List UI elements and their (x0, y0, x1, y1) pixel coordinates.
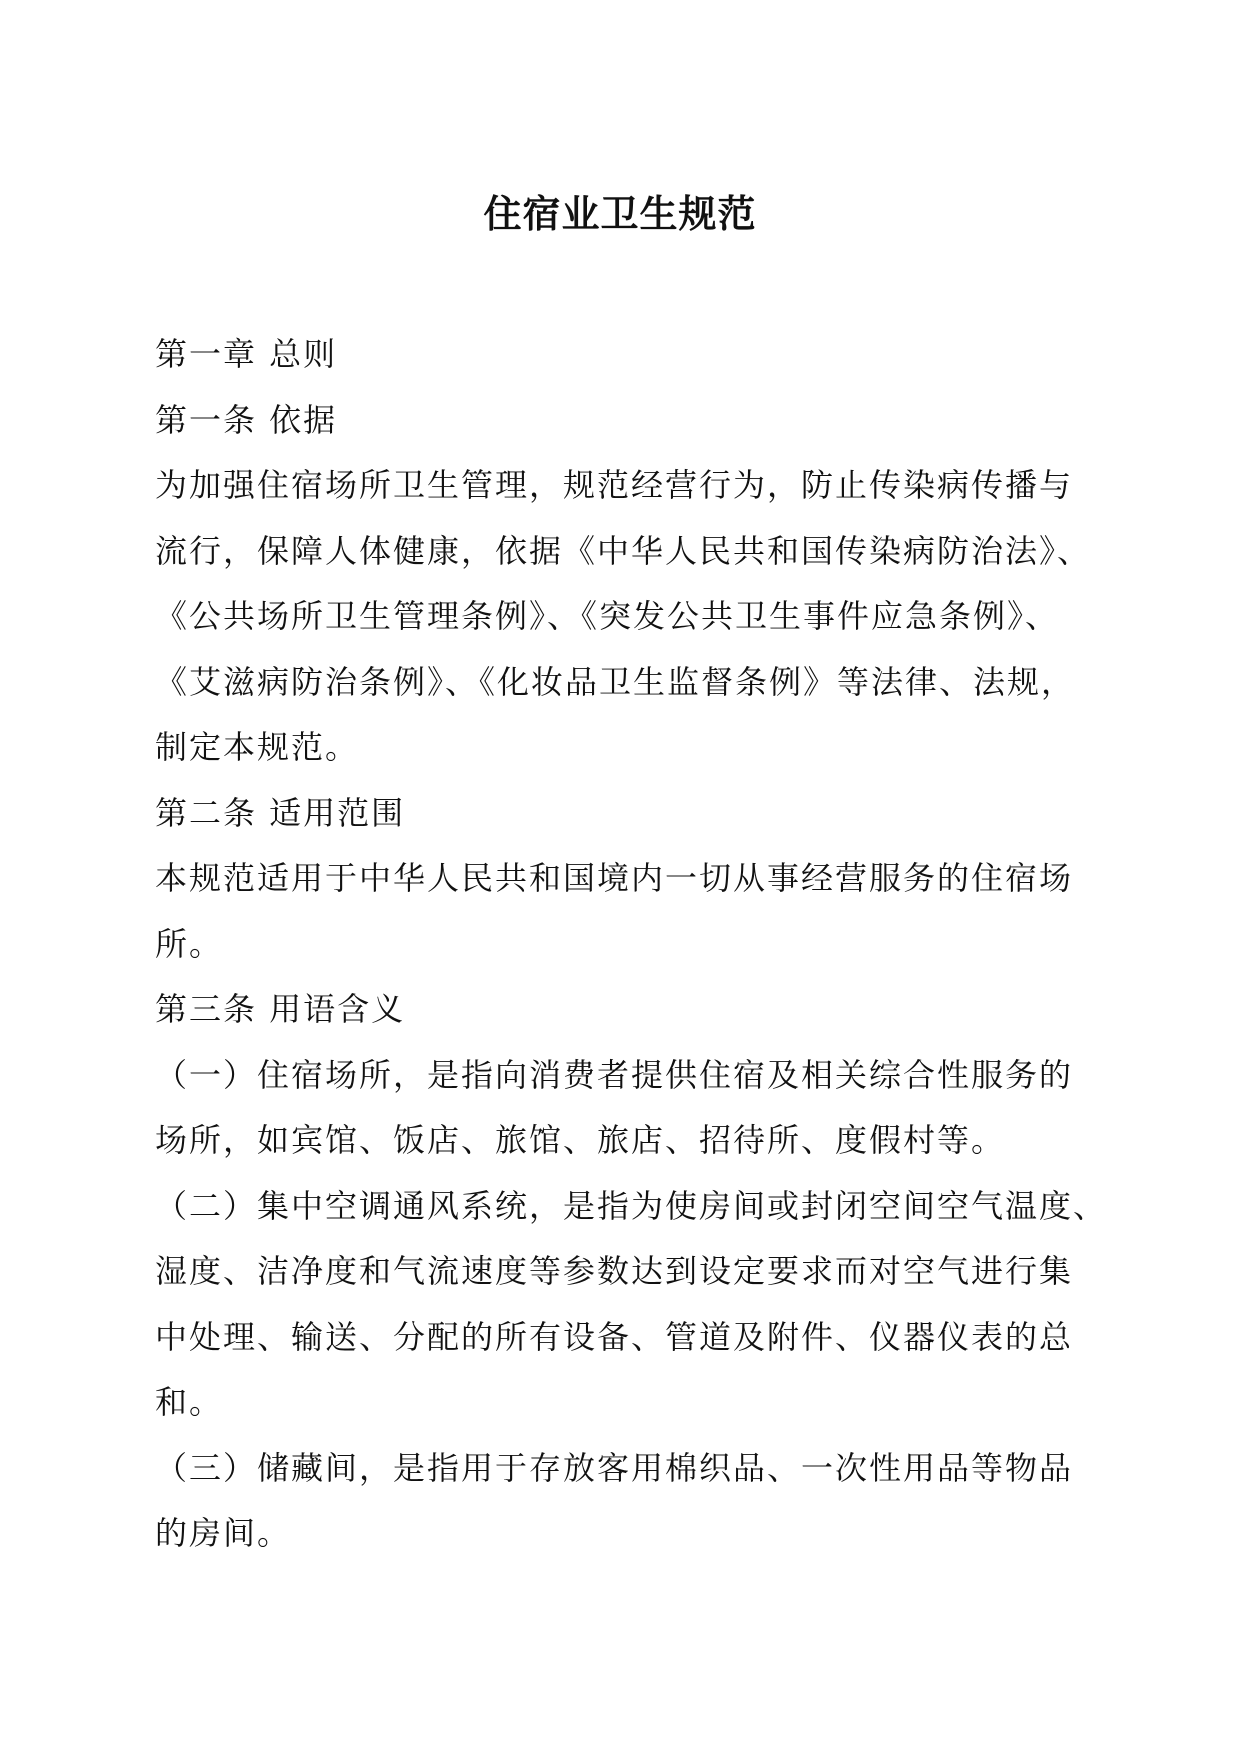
paragraph-line: 中处理、输送、分配的所有设备、管道及附件、仪器仪表的总 (155, 1317, 1074, 1356)
paragraph-line: 本规范适用于中华人民共和国境内一切从事经营服务的住宿场 (155, 859, 1074, 897)
paragraph-line: （三）储藏间，是指用于存放客用棉织品、一次性用品等物品 (155, 1448, 1074, 1487)
document-body (155, 322, 1108, 1567)
paragraph-line: 为加强住宿场所卫生管理，规范经营行为，防止传染病传播与 (155, 466, 1074, 504)
document-title: 住宿业卫生规范 (483, 191, 757, 236)
paragraph-line: 的房间。 (155, 1514, 292, 1552)
paragraph-line: 和。 (155, 1383, 224, 1421)
paragraph-line: （二）集中空调通风系统，是指为使房间或封闭空间空气温度、 (155, 1186, 1108, 1225)
paragraph-line: 《艾滋病防治条例》、《化妆品卫生监督条例》等法律、法规， (155, 662, 1076, 701)
paragraph-line: 《公共场所卫生管理条例》、《突发公共卫生事件应急条例》、 (155, 597, 1060, 635)
chapter-heading: 第一章 总则 (155, 335, 338, 373)
article-heading: 第三条 用语含义 (155, 990, 406, 1028)
paragraph-line: 场所，如宾馆、饭店、旅馆、旅店、招待所、度假村等。 (155, 1121, 1006, 1159)
article-heading: 第二条 适用范围 (155, 793, 406, 832)
paragraph-line: 制定本规范。 (155, 728, 360, 766)
paragraph-line: 所。 (155, 924, 224, 963)
paragraph-line: （一）住宿场所，是指向消费者提供住宿及相关综合性服务的 (155, 1055, 1074, 1094)
paragraph-line: 流行，保障人体健康，依据《中华人民共和国传染病防治法》、 (155, 531, 1092, 570)
article-heading: 第一条 依据 (155, 400, 338, 439)
paragraph-line: 湿度、洁净度和气流速度等参数达到设定要求而对空气进行集 (155, 1252, 1074, 1290)
